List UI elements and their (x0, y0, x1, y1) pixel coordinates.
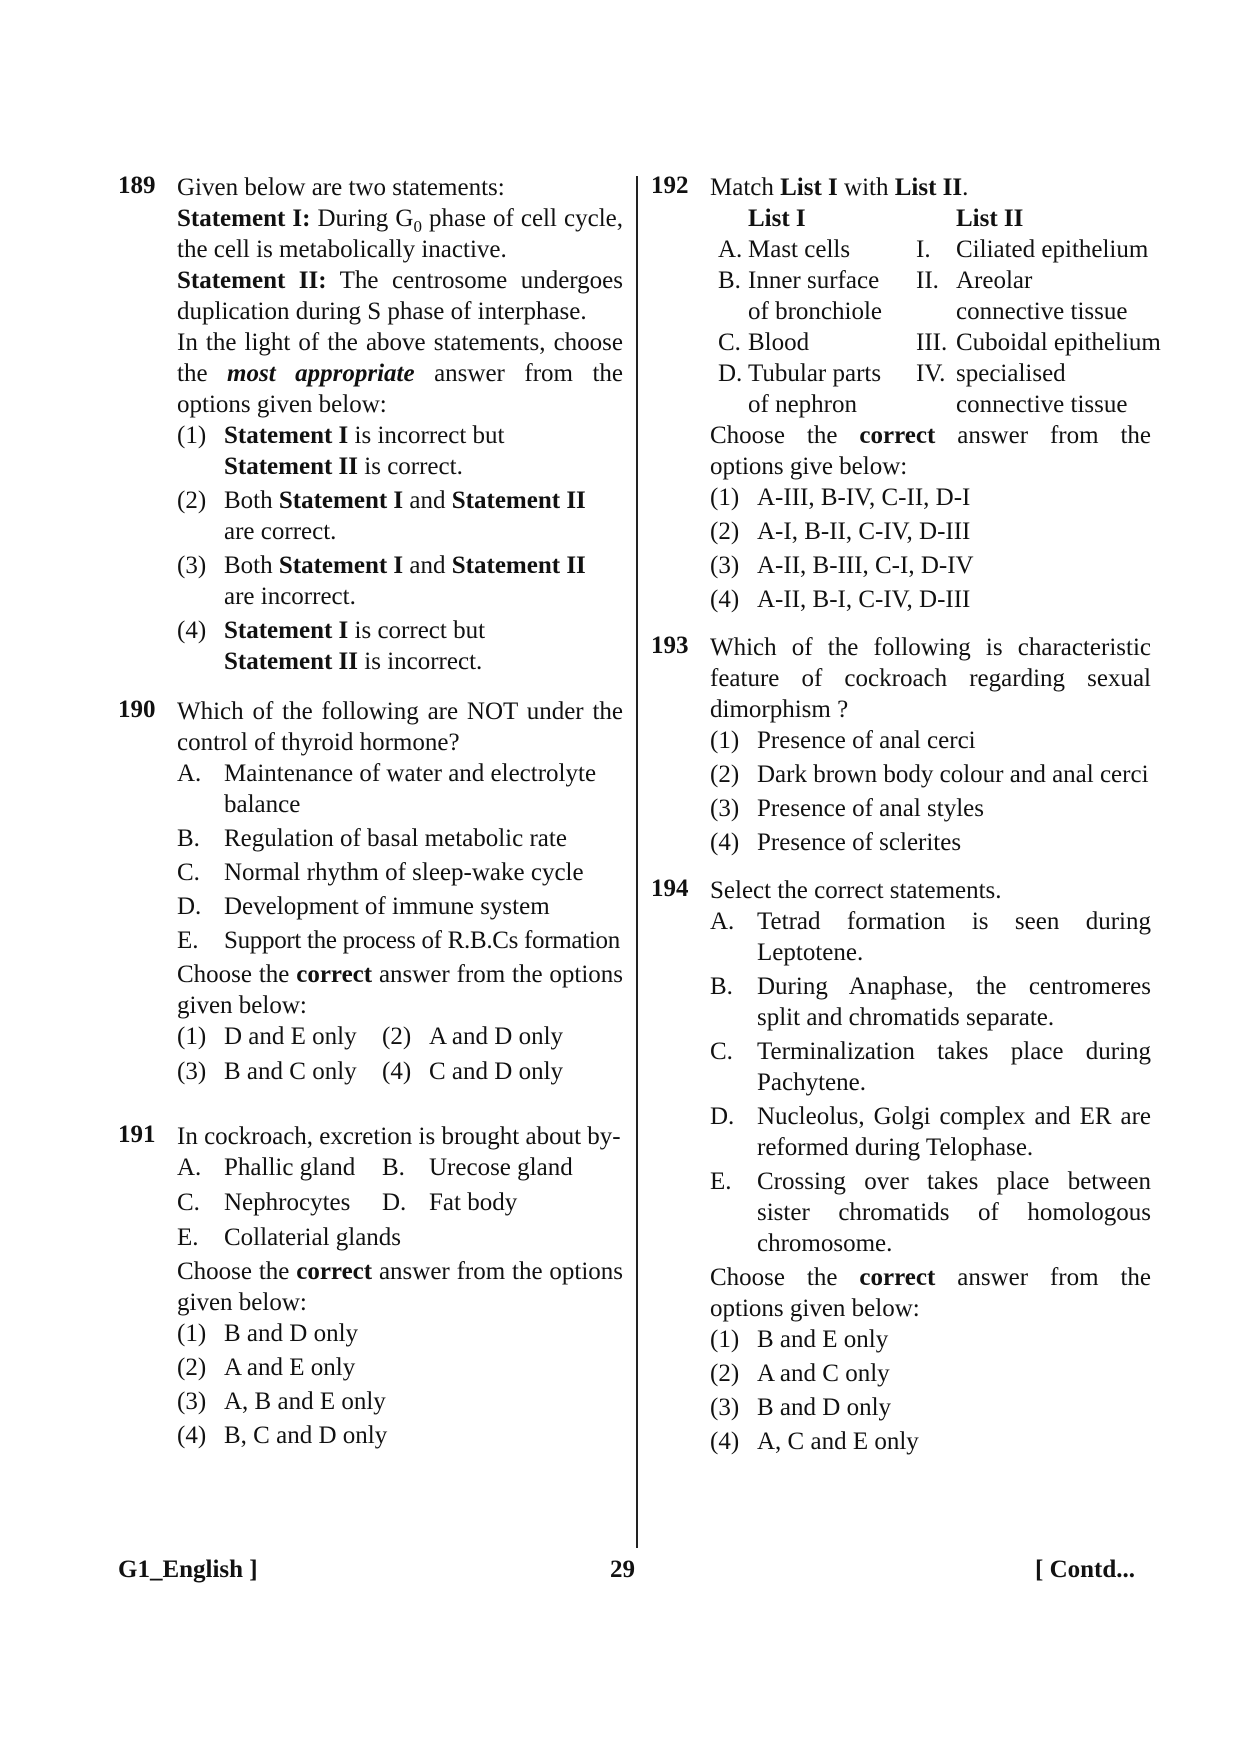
question-189 (118, 172, 623, 677)
question-190 (118, 696, 623, 1087)
question-number: 193 (651, 632, 689, 659)
list-item: C. Nephrocytes (177, 1189, 351, 1216)
option-4[interactable]: (4) B, C and D only (177, 1422, 388, 1449)
list-item: B. Regulation of basal metabolic rate (177, 825, 567, 852)
question-193 (651, 632, 1151, 858)
list-item: A. Tetrad formation is seen during Leptotene. (710, 908, 1151, 966)
question-number: 194 (651, 875, 689, 902)
option-2[interactable]: (2) A and C only (710, 1360, 890, 1387)
question-text: In cockroach, excretion is brought about by- (177, 1123, 621, 1150)
list-item: A. Phallic gland (177, 1154, 356, 1181)
list-item: D. Nucleolus, Golgi complex and ER are reformed during Telophase. (710, 1103, 1151, 1161)
option-1[interactable]: (1) A-III, B-IV, C-II, D-I (710, 484, 971, 511)
option-2[interactable]: (2) A and E only (177, 1354, 356, 1381)
question-intro: Given below are two statements: (177, 174, 505, 201)
option-4[interactable]: (4) A, C and E only (710, 1428, 919, 1455)
option-2[interactable]: (2) Both Statement I and Statement II are correct. (177, 487, 586, 545)
option-1[interactable]: (1) Statement I is incorrect but Statement II is correct. (177, 422, 505, 480)
question-text: Select the correct statements. (710, 877, 1002, 904)
option-1[interactable]: (1) B and D only (177, 1320, 359, 1347)
option-4[interactable]: (4) C and D only (382, 1058, 564, 1085)
choose-instruction: Choose the correct answer from the options given below: (710, 1264, 1152, 1322)
list-item: D. Fat body (382, 1189, 518, 1216)
choose-instruction: Choose the correct answer from the options given below: (177, 1258, 624, 1316)
option-3[interactable]: (3) Presence of anal styles (710, 795, 985, 822)
option-2[interactable]: (2) Dark brown body colour and anal cerci (710, 761, 1149, 788)
left-column (118, 172, 623, 1454)
option-2[interactable]: (2) A-I, B-II, C-IV, D-III (710, 518, 971, 545)
list-item: E. Support the process of R.B.Cs formation (177, 927, 620, 954)
question-text: Which of the following are NOT under the control of thyroid hormone? (177, 698, 623, 756)
question-prompt: In the light of the above statements, choose the most appropriate answer from the options given below: (177, 329, 623, 418)
footer-code: G1_English ] (118, 1556, 258, 1583)
column-divider (636, 176, 638, 1548)
question-text: Match List I with List II. (710, 174, 969, 201)
question-number: 190 (118, 696, 156, 723)
option-4[interactable]: (4) A-II, B-I, C-IV, D-III (710, 586, 971, 613)
option-4[interactable]: (4) Presence of sclerites (710, 829, 962, 856)
list-item: C. Normal rhythm of sleep-wake cycle (177, 859, 584, 886)
list-item: C. Terminalization takes place during Pachytene. (710, 1038, 1151, 1096)
question-192 (651, 172, 1151, 203)
question-number: 192 (651, 172, 689, 199)
option-2[interactable]: (2) A and D only (382, 1023, 564, 1050)
statement-2: Statement II: The centrosome undergoes duplication during S phase of interphase. (177, 267, 623, 325)
right-column (651, 172, 1161, 1460)
list-2-header: List II (956, 205, 1024, 232)
option-1[interactable]: (1) D and E only (177, 1023, 357, 1050)
option-3[interactable]: (3) B and D only (710, 1394, 892, 1421)
page-number: 29 (610, 1556, 635, 1583)
match-table: List I List II A. Mast cells I. Ciliated epithelium B. Inner surface II. Areolar of bronchiole connective tissue C. Blood III. Cuboidal epithelium D. Tubular parts IV. specialised of nephron connective tissue (696, 203, 1151, 420)
option-3[interactable]: (3) Both Statement I and Statement II are incorrect. (177, 552, 586, 610)
list-item: E. Crossing over takes place between sister chromatids of homologous chromosome. (710, 1168, 1151, 1257)
list-item: D. Development of immune system (177, 893, 550, 920)
statement-1: Statement I: During $G_0$ phase of cell cycle, the cell is metabolically inactive. (177, 205, 623, 263)
question-191 (118, 1121, 623, 1451)
question-194 (651, 875, 1151, 1457)
question-number: 191 (118, 1121, 156, 1148)
option-4[interactable]: (4) Statement I is correct but Statement II is incorrect. (177, 617, 486, 675)
option-1[interactable]: (1) B and E only (710, 1326, 889, 1353)
list-item: B. Urecose gland (382, 1154, 573, 1181)
list-item: E. Collaterial glands (177, 1224, 402, 1251)
choose-instruction: Choose the correct answer from the options given below: (177, 961, 624, 1019)
option-3[interactable]: (3) A, B and E only (177, 1388, 386, 1415)
option-3[interactable]: (3) A-II, B-III, C-I, D-IV (710, 552, 974, 579)
list-item: B. During Anaphase, the centromeres split and chromatids separate. (710, 973, 1151, 1031)
question-number: 189 (118, 172, 156, 199)
list-item: A. Maintenance of water and electrolyte balance (177, 760, 597, 818)
question-text: Which of the following is characteristic feature of cockroach regarding sexual dimorphism ? (710, 634, 1151, 723)
choose-instruction: Choose the correct answer from the options give below: (710, 422, 1152, 480)
option-3[interactable]: (3) B and C only (177, 1058, 357, 1085)
option-1[interactable]: (1) Presence of anal cerci (710, 727, 976, 754)
footer-contd: [ Contd... (1035, 1556, 1136, 1583)
list-1-header: List I (748, 205, 806, 232)
